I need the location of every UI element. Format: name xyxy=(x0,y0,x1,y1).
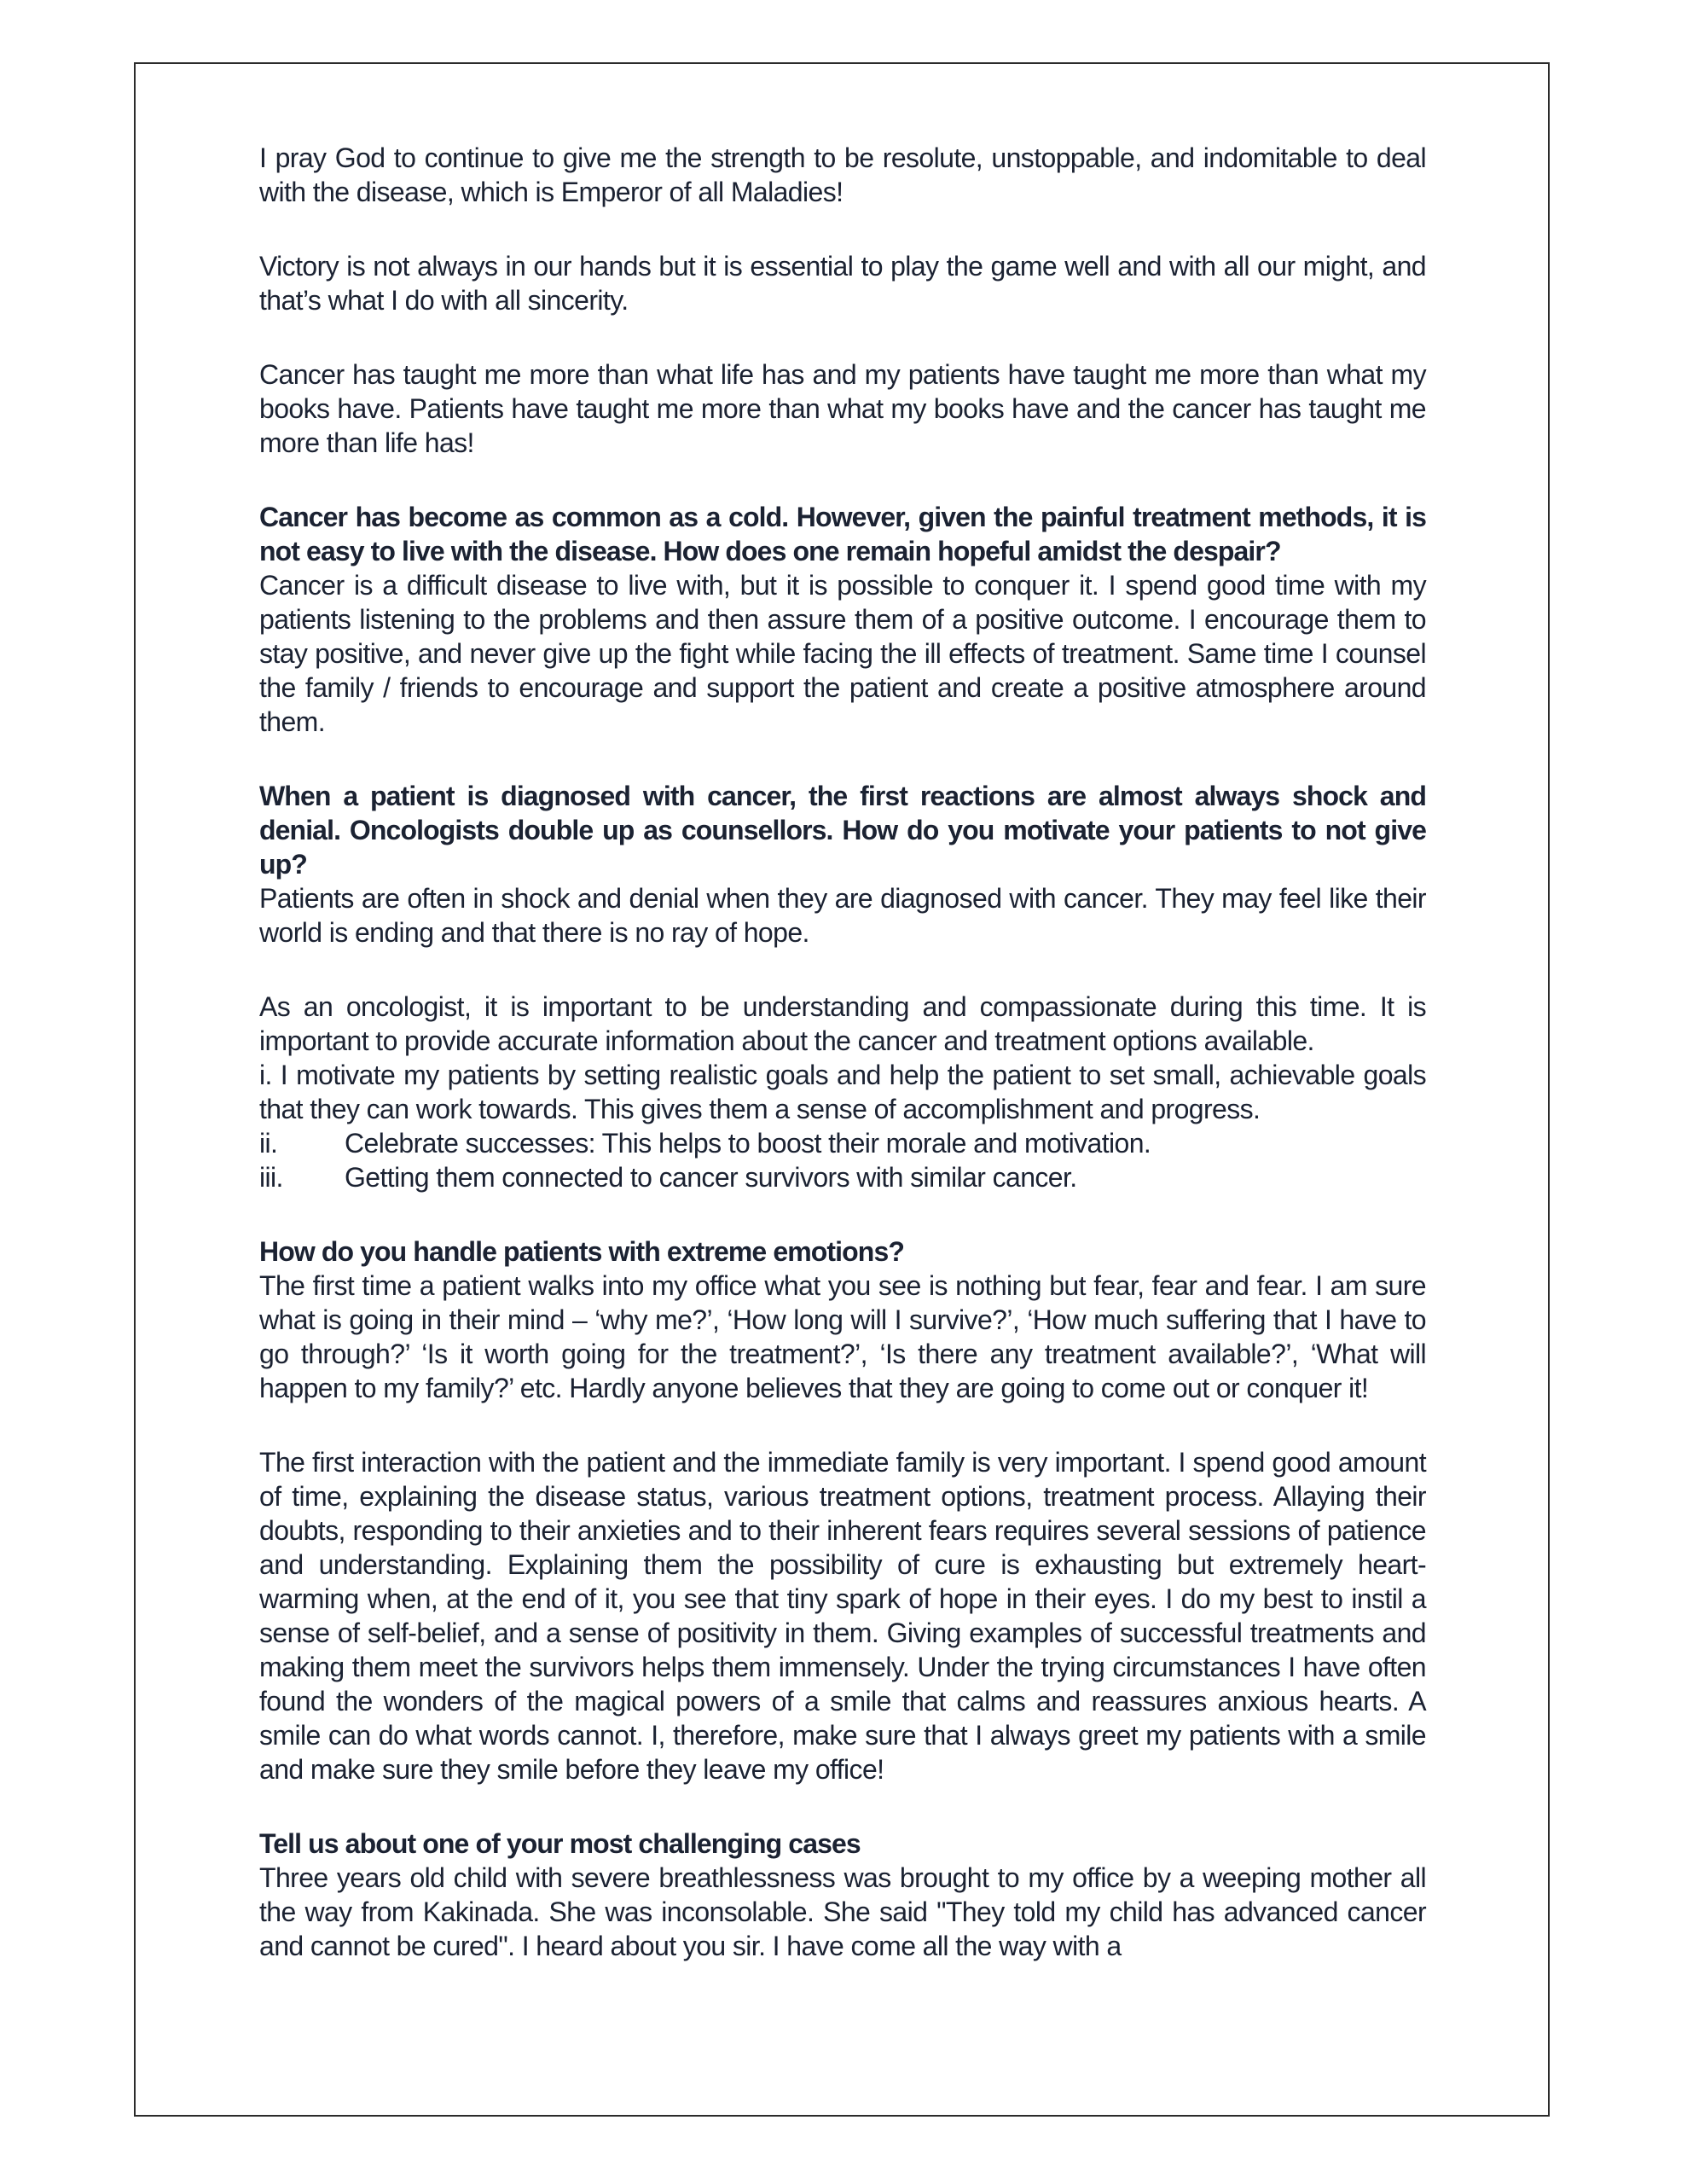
list-item-2 xyxy=(259,1126,1426,1160)
document-body xyxy=(259,141,1426,1963)
qa-section-hope xyxy=(259,500,1426,739)
question-heading: Tell us about one of your most challenging cases xyxy=(259,1828,861,1859)
paragraph-cancer-taught: Cancer has taught me more than what life has and my patients have taught me more than what my books have. Patients have taught me more than what my books have and the cancer has taught me more than life has! xyxy=(259,359,1426,458)
question-heading: Cancer has become as common as a cold. However, given the painful treatment methods, it is not easy to live with the disease. How does one remain hopeful amidst the despair? xyxy=(259,502,1426,566)
question-heading: How do you handle patients with extreme emotions? xyxy=(259,1236,904,1267)
list-text: Celebrate successes: This helps to boost their morale and motivation. xyxy=(345,1128,1151,1159)
answer-text: Cancer is a difficult disease to live with, but it is possible to conquer it. I spend good time with my patients listening to the problems and then assure them of a positive outcome. I encourage them to stay positive, and never give up the fight while facing the ill effects of treatment. Same time I counsel the family / friends to encourage and support the patient and create a positive atmosphere around them. xyxy=(259,570,1426,737)
list-marker: i. xyxy=(259,1060,272,1090)
qa-section-emotions xyxy=(259,1234,1426,1405)
paragraph-oncologist-role xyxy=(259,990,1426,1194)
list-text: Getting them connected to cancer survivors with similar cancer. xyxy=(345,1162,1077,1193)
list-item-1 xyxy=(259,1058,1426,1126)
list-item-3 xyxy=(259,1160,1426,1194)
list-text: I motivate my patients by setting realistic goals and help the patient to set small, achievable goals that they can work towards. This gives them a sense of accomplishment and progress. xyxy=(259,1060,1426,1124)
answer-text: Three years old child with severe breathlessness was brought to my office by a weeping mother all the way from Kakinada. She was inconsolable. She said "They told my child has advanced cancer and cannot be cured". I heard about you sir. I have come all the way with a xyxy=(259,1862,1426,1961)
paragraph-first-interaction: The first interaction with the patient and the immediate family is very important. I spend good amount of time, explaining the disease status, various treatment options, treatment process. Allaying their doubts, responding to their anxieties and to their inherent fears requires several sessions of patience and understanding. Explaining them the possibility of cure is exhausting but extremely heart-warming when, at the end of it, you see that tiny spark of hope in their eyes. I do my best to instil a sense of self-belief, and a sense of positivity in them. Giving examples of successful treatments and making them meet the survivors helps them immensely. Under the trying circumstances I have often found the wonders of the magical powers of a smile that calms and reassures anxious hearts. A smile can do what words cannot. I, therefore, make sure that I always greet my patients with a smile and make sure they smile before they leave my office! xyxy=(259,1447,1426,1785)
qa-section-challenging-case xyxy=(259,1827,1426,1963)
followup-text: As an oncologist, it is important to be understanding and compassionate during this time. It is important to provide accurate information about the cancer and treatment options available. xyxy=(259,991,1426,1056)
list-marker: iii. xyxy=(259,1162,283,1193)
list-marker: ii. xyxy=(259,1128,278,1159)
answer-text: Patients are often in shock and denial when they are diagnosed with cancer. They may feel like their world is ending and that there is no ray of hope. xyxy=(259,883,1426,948)
answer-text: The first time a patient walks into my office what you see is nothing but fear, fear and fear. I am sure what is going in their mind – ‘why me?’, ‘How long will I survive?’, ‘How much suffering that I have to go through?’ ‘Is it worth going for the treatment?’, ‘Is there any treatment available?’, ‘What will happen to my family?’ etc. Hardly anyone believes that they are going to come out or conquer it! xyxy=(259,1270,1426,1403)
paragraph-victory: Victory is not always in our hands but it is essential to play the game well and with all our might, and that’s what I do with all sincerity. xyxy=(259,251,1426,316)
paragraph-prayer: I pray God to continue to give me the strength to be resolute, unstoppable, and indomitable to deal with the disease, which is Emperor of all Maladies! xyxy=(259,142,1426,207)
question-heading: When a patient is diagnosed with cancer, the first reactions are almost always shock and denial. Oncologists double up as counsellors. How do you motivate your patients to not give up? xyxy=(259,781,1426,880)
qa-section-motivate xyxy=(259,779,1426,950)
